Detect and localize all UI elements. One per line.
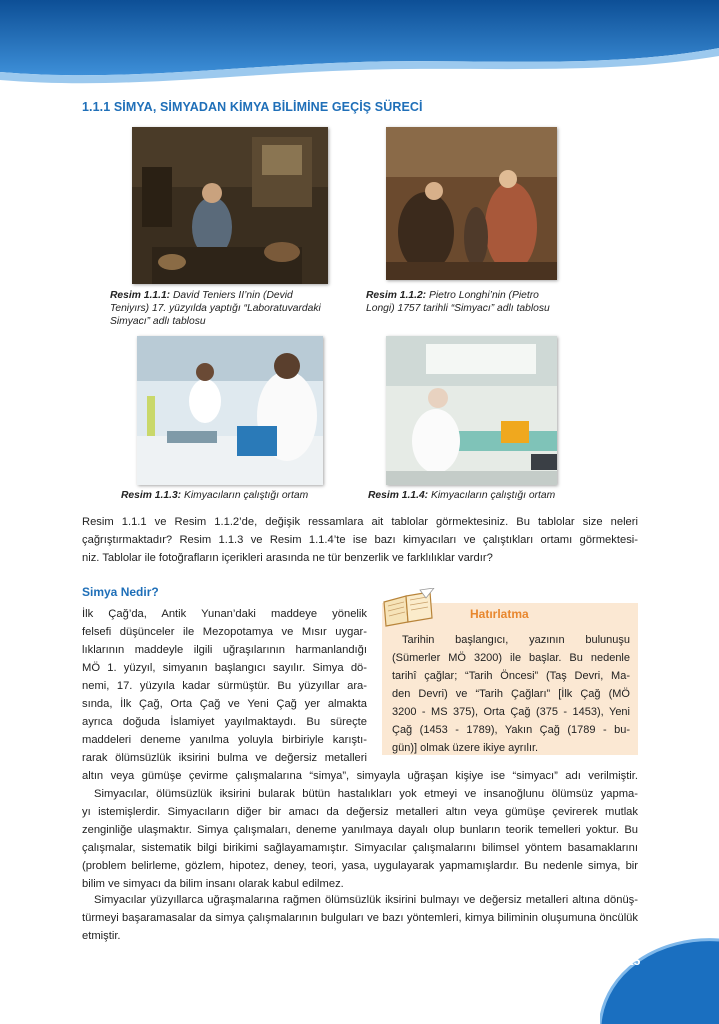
- figure-caption-1-line-3: Simyacı” adlı tablosu: [110, 316, 206, 327]
- left-line-3: lıklarının maddeyle ilgili uğraşılarının harmanlandığı: [82, 644, 367, 656]
- open-book-icon: [380, 588, 436, 628]
- final-line-2: türmeyi başaramasalar da simya çalışmalarının bulguları ve bazı yöntemleri, kimya biliminin oluşumuna öncülük: [82, 912, 638, 924]
- figure-teniers-painting: [132, 127, 328, 284]
- figure-caption-4-line-1: Kimyacıların çalıştığı ortam: [430, 490, 556, 501]
- intro-line-1: Resim 1.1.1 ve Resim 1.1.2’de, değişik ressamlara ait tablolar görmektesiniz. Bu tablolar size neleri: [82, 516, 638, 528]
- figure-caption-3-line-1: Kimyacıların çalıştığı ortam: [183, 490, 309, 501]
- reminder-text: [392, 631, 630, 757]
- figure-caption-2-line-2: Longi) 1757 tarihli “Simyacı” adlı tablosu: [366, 303, 550, 314]
- body-line-2: Simyacılar, ölümsüzlük iksirini bularak bütün hastalıkları yok etmeyi ve insanoğlunu ölümsüz yapma-: [94, 788, 638, 800]
- figure-caption-3: [121, 489, 351, 502]
- final-paragraph: [82, 891, 638, 945]
- body-line-4: zenginliğe ulaşmaktır. Simya çalışmaları, deneme yanılmaya dayalı olup bunların teorik temelleri yoktur. Bu: [82, 824, 638, 836]
- left-line-6: sında, İlk Çağ, Orta Çağ ve Yeni Çağ yer almakta: [82, 698, 367, 710]
- intro-line-3: niz. Tablolar ile fotoğrafların içerikleri arasında ne tür benzerlik ve farklılıklar vardır?: [82, 552, 493, 564]
- left-line-1: İlk Çağ’da, Antik Yunan’daki maddeye yönelik: [82, 608, 367, 620]
- figure-longhi-painting: [386, 127, 557, 280]
- left-line-8: maddeleri deneme yanılma yoluyla birbiriyle karıştı-: [82, 734, 367, 746]
- reminder-line-2: (Sümerler MÖ 3200) ile başlar. Bu nedenle: [392, 652, 630, 664]
- page-number: 15: [627, 954, 641, 968]
- figure-caption-1-line-2: Teniyırs) 17. yüzyılda yaptığı “Laboratuvardaki: [110, 303, 321, 314]
- section-title: 1.1.1 SİMYA, SİMYADAN KİMYA BİLİMİNE GEÇİŞ SÜRECİ: [82, 100, 423, 114]
- intro-paragraph: [82, 513, 638, 567]
- reminder-line-1: Tarihin başlangıcı, yazının bulunuşu: [402, 634, 630, 646]
- body-line-7: bilim ve simyacı da bilim insanı olarak kabul edilmez.: [82, 878, 344, 890]
- figure-caption-4: [368, 489, 598, 502]
- left-column-paragraph: [82, 605, 367, 767]
- left-line-4: MÖ 1. yüzyıl, simyanın başlangıcı sayılır. Simya dö-: [82, 662, 367, 674]
- figure-label-1: Resim 1.1.1:: [110, 290, 171, 301]
- subheading-what-is-alchemy: Simya Nedir?: [82, 585, 159, 599]
- intro-line-2: çağrıştırmaktadır? Resim 1.1.3 ve Resim 1.1.4’te ise bazı kimyacıları ve çalıştıkları ortamı görmektesi-: [82, 534, 638, 546]
- reminder-line-4: den Devri) ve “Tarih Çağları” [İlk Çağ (MÖ: [392, 688, 630, 700]
- figure-caption-2-line-1: Pietro Longhi’nin (Pietro: [428, 290, 539, 301]
- reminder-line-6: Çağ (1453 - 1789), Yakın Çağ (1789 - bu-: [392, 724, 630, 736]
- reminder-line-5: 3200 - MS 375), Orta Çağ (375 - 1453), Yeni: [392, 706, 630, 718]
- final-line-3: etmiştir.: [82, 930, 121, 942]
- final-line-1: Simyacılar yüzyıllarca uğraşmalarına rağmen ölümsüzlük iksirini bulmayı ve değersiz metalleri altına dönüş-: [94, 894, 638, 906]
- body-line-6: (problem belirleme, gözlem, hipotez, deney, teori, yasa, uygulayarak yapmamışlardır. Bu nedenle simya, bir: [82, 860, 638, 872]
- left-line-2: felsefi düşünceler ile Mezopotamya ve Mısır uygar-: [82, 626, 367, 638]
- figure-caption-2: [366, 289, 596, 315]
- left-line-9: rarak ölümsüzlük iksirini bulma ve değersiz metalleri: [82, 752, 367, 764]
- figure-caption-1: [110, 289, 355, 328]
- figure-lab-photo-2: [386, 336, 557, 485]
- reminder-line-7: gün)] olmak üzere ikiye ayrılır.: [392, 742, 539, 754]
- body-line-5: çalışmalar, sistematik bilgi birikimi sağlayamamıştır. Simyacılar çalışmalarını bilimsel yöntem basamaklarını: [82, 842, 638, 854]
- header-banner: [0, 0, 719, 90]
- body-line-3: yı istemişlerdir. Simyacıların diğer bir amacı da değersiz metalleri altın veya gümüşe çevirerek mutlak: [82, 806, 638, 818]
- left-line-7: ayrıca doğuda İslamiyet yayılmaktaydı. Bu süreçte: [82, 716, 367, 728]
- figure-lab-photo-1: [137, 336, 323, 485]
- figure-label-2: Resim 1.1.2:: [366, 290, 427, 301]
- reminder-title: Hatırlatma: [470, 607, 529, 621]
- figure-caption-1-line-1: David Teniers II’nin (Devid: [172, 290, 293, 301]
- figure-label-4: Resim 1.1.4:: [368, 490, 429, 501]
- page-corner-decoration: [600, 930, 719, 1024]
- body-line-1: altın veya gümüşe çevirme çalışmalarına “simya”, simyayla uğraşan kişiye ise “simyacı” adı verilmiştir.: [82, 770, 638, 782]
- reminder-line-3: tarihî çağlar; “Tarih Öncesi” (Taş Devri, Ma-: [392, 670, 630, 682]
- figure-label-3: Resim 1.1.3:: [121, 490, 182, 501]
- body-paragraph: [82, 767, 638, 893]
- left-line-5: nemi, 17. yüzyıla kadar sürmüştür. Bu yüzyıllar ara-: [82, 680, 367, 692]
